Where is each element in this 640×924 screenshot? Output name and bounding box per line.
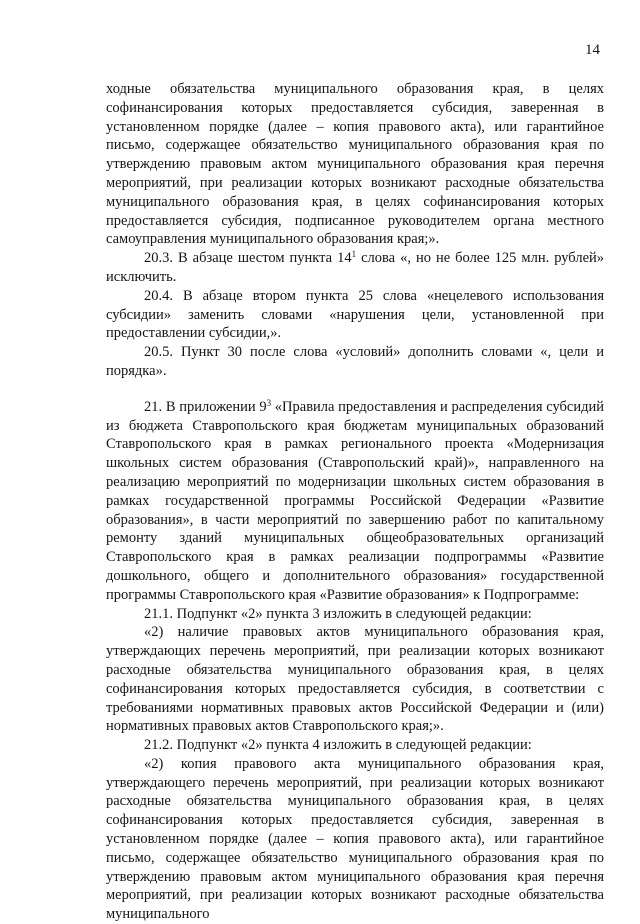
paragraph-text: «2) наличие правовых актов муниципального образования края, утверждающих перечень мероприятий, при реализации которых возникают расходные обязательства муниципального образования края, в целях софинансирования которых предоставляется субсидия, в соответствии с требованиями нормативных правовых актов Российской Федерации и (или) нормативных правовых актов Ставропольского края;». xyxy=(106,624,604,735)
paragraph-p1 xyxy=(106,80,604,249)
page-number: 14 xyxy=(585,42,600,58)
paragraph-p3 xyxy=(106,287,604,343)
paragraph-text: 20.4. В абзаце втором пункта 25 слова «нецелевого использования субсидии» заменить словами «нарушения цели, установленной при предоставлении субсидии,». xyxy=(106,287,604,342)
paragraph-text: ходные обязательства муниципального образования края, в целях софинансирования которых предоставляется субсидия, заверенная в установленном порядке (далее – копия правового акта), или гарантийное письмо, содержащее обязательство муниципального образования края по утверждению правовым актом муниципального образования края перечня мероприятий, при реализации которых возникают расходные обязательства муниципального образования края, в целях софинансирования которых предоставляется субсидия, подписанное руководителем органа местного самоуправления муниципального образования края;». xyxy=(106,81,604,248)
document-body xyxy=(106,80,604,924)
paragraph-p4 xyxy=(106,343,604,381)
paragraph-text: 21. В приложении 9 xyxy=(144,398,267,415)
paragraph-text: 20.3. В абзаце шестом пункта 14 xyxy=(144,250,352,267)
paragraph-p7 xyxy=(106,623,604,736)
paragraph-p6 xyxy=(106,605,604,624)
paragraph-p8 xyxy=(106,736,604,755)
paragraph-text: 21.1. Подпункт «2» пункта 3 изложить в следующей редакции: xyxy=(144,605,532,622)
paragraph-p5 xyxy=(106,398,604,605)
paragraph-text: слова «, но не более 125 млн. рублей» исключить. xyxy=(106,250,605,285)
paragraph-text: 20.5. Пункт 30 после слова «условий» дополнить словами «, цели и порядка». xyxy=(106,344,604,379)
paragraph-text: «Правила предоставления и распределения субсидий из бюджета Ставропольского края бюджетам муниципальных образований Ставропольского края в рамках регионального проекта «Модернизация школьных систем образования (Ставропольский край)», направленного на реализацию мероприятий по модернизации школьных систем образования в рамках государственной программы Российской Федерации «Развитие образования», в части мероприятий по завершению работ по капитальному ремонту зданий муниципальных общеобразовательных организаций Ставропольского края в рамках реализации подпрограммы «Развитие дошкольного, общего и дополнительного образования» государственной программы Ставропольского края «Развитие образования» к Подпрограмме: xyxy=(106,398,605,603)
paragraph-p2 xyxy=(106,249,604,287)
paragraph-text: «2) копия правового акта муниципального образования края, утверждающего перечень мероприятий, при реализации которых возникают расходные обязательства муниципального образования края, в целях софинансирования которых предоставляется субсидия, заверенная в установленном порядке (далее – копия правового акта), или гарантийное письмо, содержащее обязательство муниципального образования края по утверждению правовым актом муниципального образования края перечня мероприятий, при реализации которых возникают расходные обязательства муниципального xyxy=(106,755,604,923)
paragraph-p9 xyxy=(106,755,604,924)
superscript: 1 xyxy=(351,249,357,260)
superscript: 3 xyxy=(266,397,272,408)
paragraph-text: 21.2. Подпункт «2» пункта 4 изложить в следующей редакции: xyxy=(144,737,532,754)
